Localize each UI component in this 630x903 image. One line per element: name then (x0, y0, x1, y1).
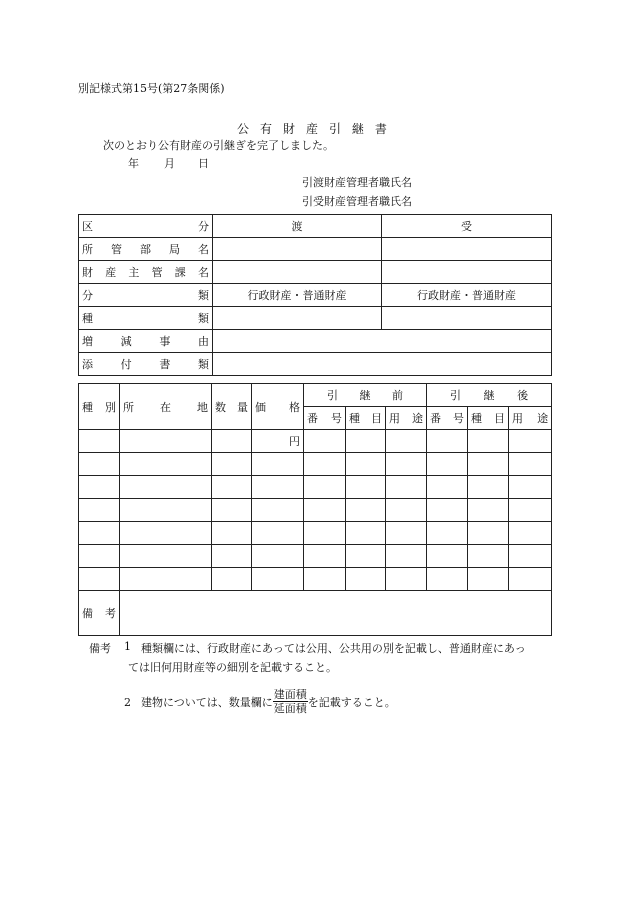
quantity-header (212, 384, 252, 430)
label-char: 種 (82, 312, 93, 325)
detail-cell (304, 499, 346, 522)
detail-cell (427, 499, 468, 522)
date-month: 月 (164, 157, 175, 170)
label-char: 類 (197, 358, 209, 371)
label-char: 分 (82, 289, 93, 302)
remarks-cell (120, 591, 552, 636)
detail-cell (79, 499, 120, 522)
row-label (79, 307, 213, 330)
transfer-cell (213, 307, 382, 330)
receive-cell (382, 307, 552, 330)
header-char: 途 (537, 412, 549, 425)
row-label (79, 284, 213, 307)
detail-cell (346, 453, 386, 476)
detail-cell (346, 430, 386, 453)
detail-cell (79, 476, 120, 499)
detail-cell (212, 476, 252, 499)
header-char: 前 (392, 389, 404, 402)
detail-cell (304, 430, 346, 453)
summary-header-row (79, 215, 552, 238)
detail-header-row (79, 384, 552, 407)
label-char: 書 (159, 358, 171, 371)
header-char: 価 (255, 400, 266, 414)
detail-table (78, 383, 552, 636)
document-title (237, 120, 387, 137)
header-char: 引 (327, 389, 338, 402)
detail-cell (304, 545, 346, 568)
detail-cell (79, 453, 120, 476)
title-char: 財 (282, 122, 295, 136)
detail-cell (509, 499, 552, 522)
detail-cell (212, 453, 252, 476)
detail-cell (120, 522, 212, 545)
table-row (79, 568, 552, 591)
note-2-number: 2 (124, 696, 131, 709)
detail-cell (509, 453, 552, 476)
header-char: 号 (331, 412, 342, 425)
detail-cell (427, 568, 468, 591)
table-row (79, 476, 552, 499)
table-row (79, 284, 552, 307)
label-char: 管 (111, 243, 122, 256)
after-number-header (427, 407, 468, 430)
detail-cell (386, 453, 427, 476)
label-char: 所 (82, 243, 93, 256)
header-char: 種 (471, 412, 483, 425)
label-char: 類 (198, 289, 209, 302)
detail-cell (468, 430, 509, 453)
detail-cell (79, 568, 120, 591)
label-char: 名 (198, 243, 209, 256)
header-char: 分 (198, 220, 209, 233)
division-header-cell (79, 215, 213, 238)
label-char: 付 (120, 358, 132, 371)
detail-cell (120, 568, 212, 591)
type-header (79, 384, 120, 430)
signatory-receive: 引受財産管理者職氏名 (302, 195, 412, 208)
label-char: 課 (174, 266, 186, 279)
label-char: 局 (169, 243, 180, 256)
detail-cell (386, 522, 427, 545)
note-2-prefix: 建物については、数量欄に (141, 695, 273, 709)
label-char: 事 (159, 335, 171, 348)
note-1-number: 1 (124, 640, 131, 653)
title-char: 引 (328, 122, 341, 136)
after-group-header (427, 384, 552, 407)
title-char: 継 (351, 122, 364, 136)
table-row (79, 238, 552, 261)
table-row (79, 499, 552, 522)
form-number: 別記様式第15号(第27条関係) (78, 82, 225, 95)
detail-cell (212, 430, 252, 453)
detail-cell (120, 499, 212, 522)
note-1-line1: 種類欄には、行政財産にあっては公用、公共用の別を記載し、普通財産にあっ (141, 642, 526, 655)
transfer-cell: 行政財産・普通財産 (213, 284, 382, 307)
receive-cell (382, 238, 552, 261)
detail-cell (468, 453, 509, 476)
remarks-label (79, 591, 120, 636)
table-row (79, 522, 552, 545)
receive-cell: 行政財産・普通財産 (382, 284, 552, 307)
label-char: 増 (82, 335, 93, 348)
label-char: 名 (197, 266, 209, 279)
header-char: 目 (371, 412, 382, 425)
header-char: 量 (237, 400, 248, 414)
detail-cell (79, 545, 120, 568)
detail-cell (468, 545, 509, 568)
price-header (252, 384, 304, 430)
header-char: 目 (494, 412, 506, 425)
after-category-header (468, 407, 509, 430)
detail-cell (346, 499, 386, 522)
header-char: 別 (105, 400, 116, 414)
detail-cell (427, 522, 468, 545)
transfer-header-cell: 渡 (213, 215, 382, 238)
header-char: 用 (389, 412, 400, 425)
detail-cell (346, 568, 386, 591)
detail-cell (509, 522, 552, 545)
attachments-cell (213, 353, 552, 376)
price-unit-cell: 円 (252, 430, 304, 453)
detail-cell (212, 568, 252, 591)
detail-cell (252, 499, 304, 522)
header-char: 区 (82, 220, 93, 233)
label-char: 主 (128, 266, 140, 279)
detail-cell (427, 430, 468, 453)
before-use-header (386, 407, 427, 430)
note-2-suffix: を記載すること。 (307, 695, 396, 709)
detail-cell (386, 568, 427, 591)
table-row (79, 307, 552, 330)
header-char: 所 (123, 400, 134, 414)
title-char: 産 (305, 122, 318, 136)
receive-header-cell: 受 (382, 215, 552, 238)
header-char: 用 (512, 412, 524, 425)
detail-cell (304, 522, 346, 545)
note-1-line2: ては旧何用財産等の細別を記載すること。 (128, 661, 337, 674)
detail-cell (252, 545, 304, 568)
reason-cell (213, 330, 552, 353)
transfer-cell (213, 238, 382, 261)
date-day: 日 (198, 157, 209, 170)
header-char: 地 (197, 400, 208, 414)
detail-cell (468, 568, 509, 591)
detail-cell (120, 453, 212, 476)
remarks-row (79, 591, 552, 636)
title-char: 公 (237, 122, 250, 136)
detail-cell (468, 476, 509, 499)
header-char: 継 (359, 389, 371, 402)
label-char: 減 (120, 335, 132, 348)
signatory-transfer: 引渡財産管理者職氏名 (302, 176, 412, 189)
detail-cell (79, 430, 120, 453)
label-char: 添 (82, 358, 93, 371)
detail-cell (468, 499, 509, 522)
detail-cell (509, 568, 552, 591)
title-char: 有 (259, 122, 272, 136)
detail-cell (212, 499, 252, 522)
before-group-header (304, 384, 427, 407)
detail-cell (304, 476, 346, 499)
header-char: 在 (160, 400, 171, 414)
detail-cell (509, 476, 552, 499)
area-fraction (273, 688, 308, 715)
table-row (79, 453, 552, 476)
detail-cell (386, 545, 427, 568)
label-char: 備 (82, 607, 93, 620)
detail-cell (386, 476, 427, 499)
detail-cell (468, 522, 509, 545)
row-label (79, 261, 213, 284)
fraction-denominator: 延面積 (273, 702, 307, 715)
title-char: 書 (374, 122, 387, 136)
header-char: 後 (517, 389, 529, 402)
table-row (79, 545, 552, 568)
header-char: 格 (289, 400, 300, 414)
header-char: 継 (483, 389, 495, 402)
date-year: 年 (128, 157, 139, 170)
detail-cell (386, 499, 427, 522)
table-row (79, 353, 552, 376)
detail-cell (427, 545, 468, 568)
header-char: 号 (453, 412, 465, 425)
header-char: 数 (215, 400, 226, 414)
row-label (79, 330, 213, 353)
label-char: 管 (151, 266, 163, 279)
header-char: 番 (430, 412, 442, 425)
detail-cell (252, 453, 304, 476)
note-label: 備考 (89, 642, 111, 655)
before-category-header (346, 407, 386, 430)
header-char: 種 (349, 412, 360, 425)
detail-cell (346, 545, 386, 568)
label-char: 産 (105, 266, 117, 279)
transfer-cell (213, 261, 382, 284)
header-char: 種 (82, 400, 93, 414)
detail-cell (346, 522, 386, 545)
header-char: 引 (450, 389, 462, 402)
label-char: 考 (105, 607, 116, 620)
row-label (79, 353, 213, 376)
detail-cell (120, 430, 212, 453)
detail-cell (427, 476, 468, 499)
location-header (120, 384, 212, 430)
detail-cell (212, 545, 252, 568)
table-row (79, 261, 552, 284)
detail-cell (386, 430, 427, 453)
detail-cell (304, 453, 346, 476)
header-char: 番 (307, 412, 318, 425)
receive-cell (382, 261, 552, 284)
detail-cell (509, 430, 552, 453)
row-label (79, 238, 213, 261)
detail-cell (252, 476, 304, 499)
table-row (79, 430, 552, 453)
label-char: 由 (197, 335, 209, 348)
label-char: 部 (140, 243, 151, 256)
summary-table (78, 214, 552, 376)
detail-cell (304, 568, 346, 591)
detail-cell (252, 568, 304, 591)
table-row (79, 330, 552, 353)
label-char: 財 (82, 266, 93, 279)
intro-text: 次のとおり公有財産の引継ぎを完了しました。 (103, 139, 334, 152)
before-number-header (304, 407, 346, 430)
detail-cell (252, 522, 304, 545)
note-2-text (141, 688, 396, 715)
detail-cell (79, 522, 120, 545)
detail-cell (427, 453, 468, 476)
detail-cell (120, 545, 212, 568)
fraction-numerator: 建面積 (273, 688, 307, 701)
detail-cell (509, 545, 552, 568)
detail-cell (346, 476, 386, 499)
after-use-header (509, 407, 552, 430)
label-char: 類 (198, 312, 209, 325)
header-char: 途 (412, 412, 424, 425)
detail-cell (120, 476, 212, 499)
detail-cell (212, 522, 252, 545)
